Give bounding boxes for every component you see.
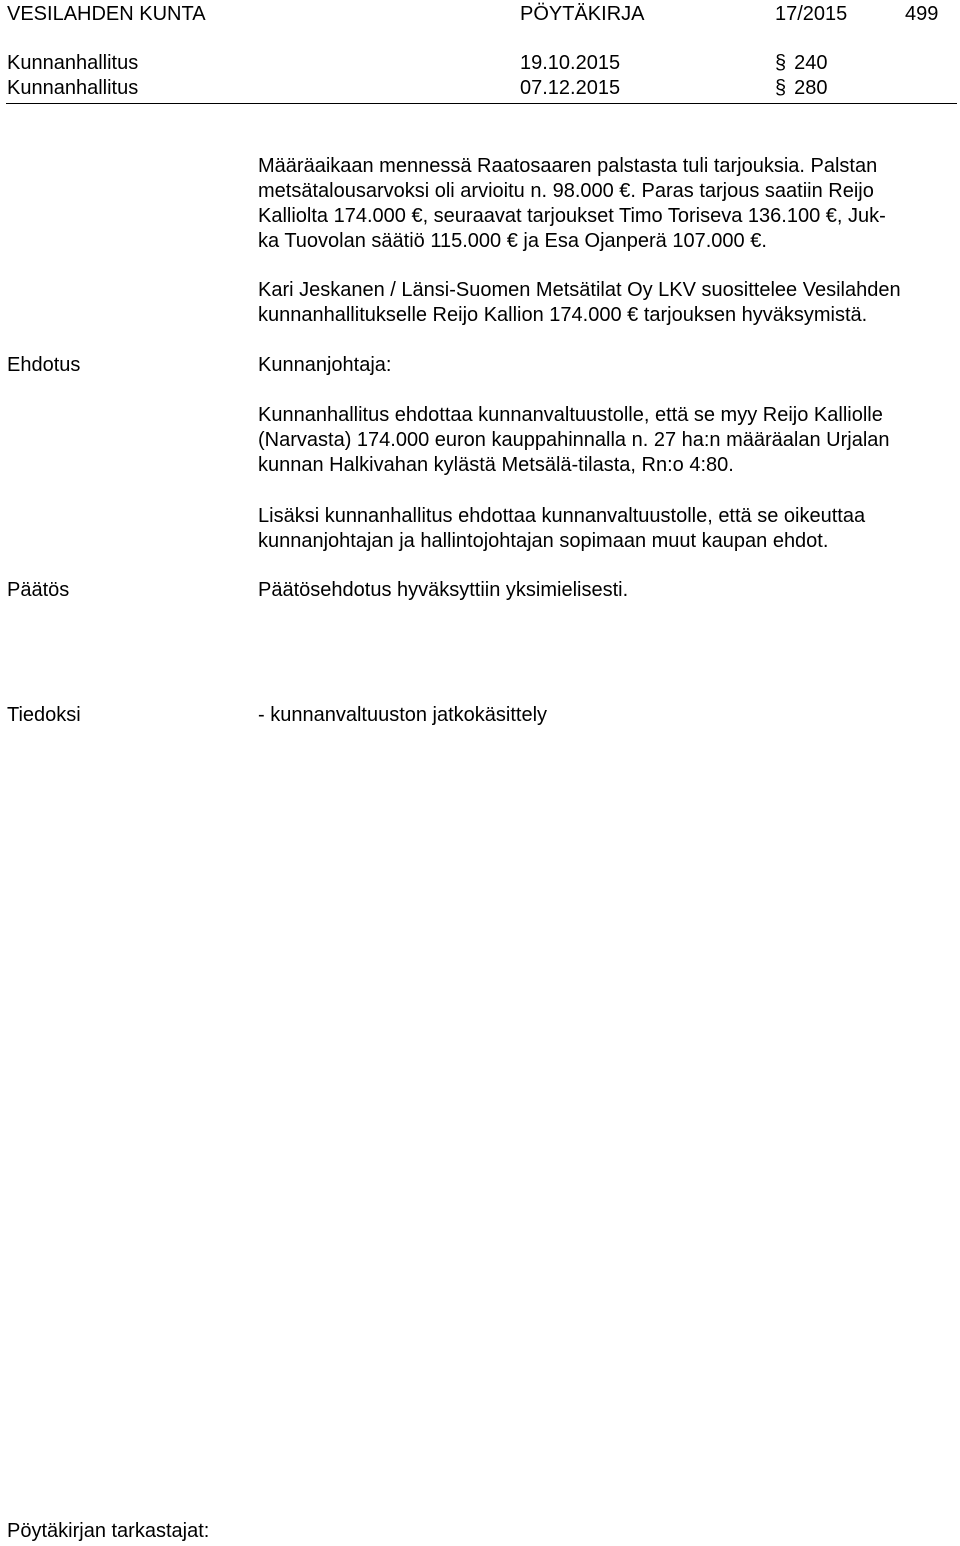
for-information-label: Tiedoksi [7,704,81,726]
section-sign: § [775,52,787,74]
meeting-body: Kunnanhallitus [7,77,139,99]
recommendation-paragraph [258,278,958,328]
paragraph-line: kunnanjohtajan ja hallintojohtajan sopimaan muut kaupan ehdot. [258,530,829,552]
paragraph-line: (Narvasta) 174.000 euron kauppahinnalla n. 27 ha:n määräalan Urjalan [258,429,890,451]
meeting-section [775,51,828,76]
header-divider [6,103,957,104]
municipality-name: VESILAHDEN KUNTA [7,3,206,25]
section-number: 280 [794,77,828,99]
decision-label: Päätös [7,579,70,601]
reviewers-label: Pöytäkirjan tarkastajat: [7,1520,210,1542]
meeting-date: 07.12.2015 [520,77,621,99]
meeting-body: Kunnanhallitus [7,52,139,74]
meeting-date: 19.10.2015 [520,52,621,74]
paragraph-line: ka Tuovolan säätiö 115.000 € ja Esa Ojanperä 107.000 €. [258,230,767,252]
paragraph-line: Kunnanhallitus ehdottaa kunnanvaltuustolle, että se myy Reijo Kalliolle [258,404,883,426]
proposal-paragraph [258,403,958,478]
meeting-section [775,76,828,101]
decision-text: Päätösehdotus hyväksyttiin yksimielisesti. [258,579,629,601]
section-sign: § [775,77,787,99]
paragraph-line: kunnanhallitukselle Reijo Kallion 174.000 € tarjouksen hyväksymistä. [258,304,868,326]
paragraph-line: Lisäksi kunnanhallitus ehdottaa kunnanvaltuustolle, että se oikeuttaa [258,505,866,527]
paragraph-line: Kalliolta 174.000 €, seuraavat tarjoukset Timo Toriseva 136.100 €, Juk- [258,205,886,227]
proposal-paragraph-2 [258,504,958,554]
document-number: 17/2015 [775,3,848,25]
for-information-text: - kunnanvaltuuston jatkokäsittely [258,704,548,726]
section-number: 240 [794,52,828,74]
paragraph-line: metsätalousarvoksi oli arvioitu n. 98.000 €. Paras tarjous saatiin Reijo [258,180,874,202]
page-number: 499 [905,3,939,25]
paragraph-line: Kari Jeskanen / Länsi-Suomen Metsätilat Oy LKV suosittelee Vesilahden [258,279,901,301]
paragraph-line: kunnan Halkivahan kylästä Metsälä-tilasta, Rn:o 4:80. [258,454,734,476]
intro-paragraph [258,154,958,254]
document-type: PÖYTÄKIRJA [520,3,645,25]
proposal-label: Ehdotus [7,354,81,376]
paragraph-line: Määräaikaan mennessä Raatosaaren palstasta tuli tarjouksia. Palstan [258,155,878,177]
proposer-label: Kunnanjohtaja: [258,354,392,376]
